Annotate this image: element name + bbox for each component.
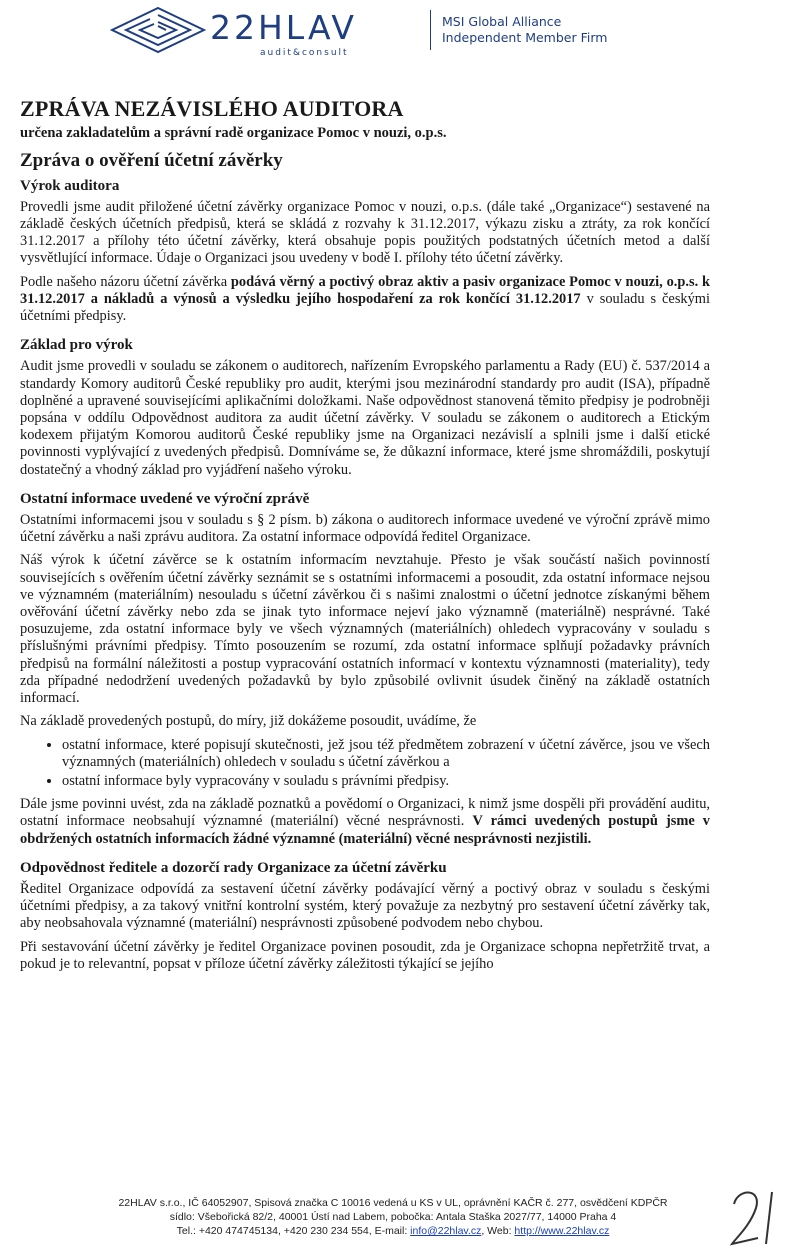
other-info-paragraph-1: Ostatními informacemi jsou v souladu s § 2 písm. b) zákona o auditorech informace uvedené ve výroční zprávě mimo účetní závěrku a naši zprávu auditora. Za ostatní informace odpovídá ředitel Organizace.: [20, 512, 710, 546]
opinion-text-a: Podle našeho názoru účetní závěrka: [20, 273, 231, 290]
other-info-paragraph-2: Náš výrok k účetní závěrce se k ostatním informacím nevztahuje. Přesto je však součástí našich povinností souvisejících s ověřením účetní závěrky seznámit se s ostatními informacemi a posoudit, zda ostatní informace nejsou ve významném (materiálním) nesouladu s účetní závěrkou či s našimi znalostmi o účetní jednotce získanými během ověřování účetní závěrky nebo zda se jinak tyto informace nejeví jako významně (materiálně) nesprávné. Také posuzujeme, zda ostatní informace byly ve všech významných (materiálních) ohledech vypracovány v souladu s příslušnými právními předpisy. Tímto posouzením se rozumí, zda ostatní informace splňují požadavky právních předpisů na formální náležitosti a postup vypracování ostatních informací v kontextu významnosti (materiality), tedy zda případné nedodržení uvedených požadavků by bylo způsobilé ovlivnit úsudek činěný na základě ostatních informací.: [20, 552, 710, 707]
opinion-text-c: v souladu s českými účetními předpisy.: [20, 290, 711, 325]
report-addressee: určena zakladatelům a správní radě organizace Pomoc v nouzi, o.p.s.: [20, 125, 447, 142]
letterhead: [110, 6, 670, 60]
other-info-paragraph-3: Na základě provedených postupů, do míry, již dokážeme posoudit, uvádíme, že: [20, 713, 477, 730]
heading-basis: Základ pro výrok: [20, 337, 133, 354]
maze-logo-icon: [110, 6, 206, 54]
other-info-list: [20, 737, 710, 791]
footer-web-label: , Web:: [481, 1225, 515, 1237]
other-info-paragraph-4: [20, 796, 710, 848]
footer-line-2: sídlo: Všebořická 82/2, 40001 Ústí nad Labem, pobočka: Antala Staška 2027/77, 14000 Praha 4: [169, 1211, 617, 1223]
company-footer: [0, 1196, 786, 1238]
website-link[interactable]: http://www.22hlav.cz: [514, 1225, 610, 1237]
msi-affiliation: [442, 14, 607, 46]
brand-name: 22HLAV: [210, 8, 357, 47]
section-title: Zpráva o ověření účetní závěrky: [20, 150, 283, 172]
other-info-text-bold: V rámci uvedených postupů jsme v obdržených ostatních informacích žádné významné (materiální) věcné nesprávnosti nezjistili.: [20, 813, 710, 847]
msi-line-2: Independent Member Firm: [442, 30, 608, 45]
footer-line-3: [0, 1224, 786, 1238]
heading-responsibility: Odpovědnost ředitele a dozorčí rady Organizace za účetní závěrku: [20, 859, 447, 876]
basis-paragraph: Audit jsme provedli v souladu se zákonem o auditorech, nařízením Evropského parlamentu a Rady (EU) č. 537/2014 a standardy Komory auditorů České republiky pro audit, kterými jsou mezinárodní standardy pro audit (ISA), případně doplněné a upravené souvisejícími aplikačními doložkami. Naše odpovědnost stanovená těmito předpisy je podrobněji popsána v oddílu Odpovědnost auditora za audit účetní závěrky. V souladu se zákonem o auditorech a Etickým kodexem přijatým Komorou auditorů České republiky jsme na Organizaci nezávislí a splnili jsme i další etické povinnosti vyplývající z uvedených předpisů. Domníváme se, že důkazní informace, které jsme shromáždili, poskytují dostatečný a vhodný základ pro vyjádření našeho výroku.: [20, 358, 710, 478]
opinion-paragraph-1: Provedli jsme audit přiložené účetní závěrky organizace Pomoc v nouzi, o.p.s. (dále také „Organizace“) sestavené na základě českých účetních předpisů, která se skládá z rozvahy k 31.12.2017, výkazu zisku a ztráty, za rok končící 31.12.2017 a přílohy této účetní závěrky, která obsahuje popis použitých podstatných účetních metod a další vysvětlující informace. Údaje o Organizaci jsou uvedeny v bodě I. přílohy této účetní závěrky.: [20, 198, 710, 267]
other-info-text-a: Dále jsme povinni uvést, zda na základě poznatků a povědomí o Organizaci, k nimž jsme dospěli při provádění auditu, ostatní informace neobsahují významné (materiální) věcné nesprávnosti.: [20, 796, 710, 830]
footer-line-1: 22HLAV s.r.o., IČ 64052907, Spisová značka C 10016 vedená u KS v UL, oprávnění KAČR č. 277, osvědčení KDPČR: [118, 1197, 668, 1209]
footer-phone: Tel.: +420 474745134, +420 230 234 554, E-mail:: [176, 1225, 411, 1237]
opinion-text-bold: podává věrný a poctivý obraz aktiv a pasiv organizace Pomoc v nouzi, o.p.s. k 31.12.2017 a nákladů a výnosů a výsledku jejího hospodaření za rok končící 31.12.2017: [20, 273, 710, 307]
list-item: • ostatní informace, které popisují skutečnosti, jež jsou též předmětem zobrazení v účetní závěrce, jsou ve všech významných (materiálních) ohledech v souladu s účetní závěrkou a: [62, 737, 710, 771]
brand-subtitle: audit&consult: [260, 48, 349, 58]
report-title: ZPRÁVA NEZÁVISLÉHO AUDITORA: [20, 96, 404, 121]
heading-other-info: Ostatní informace uvedené ve výroční zprávě: [20, 490, 310, 507]
email-link[interactable]: info@22hlav.cz: [410, 1225, 482, 1237]
report-body: [20, 96, 711, 979]
heading-opinion: Výrok auditora: [20, 177, 120, 194]
opinion-paragraph-2: [20, 274, 710, 326]
header-divider: [430, 10, 431, 50]
responsibility-paragraph-2: Při sestavování účetní závěrky je ředitel Organizace povinen posoudit, zda je Organizace schopna nepřetržitě trvat, a pokud je to relevantní, popsat v příloze účetní závěrky záležitosti týkající se jejího: [20, 938, 710, 972]
responsibility-paragraph-1: Ředitel Organizace odpovídá za sestavení účetní závěrky podávající věrný a poctivý obraz v souladu s českými účetními předpisy, a za takový vnitřní kontrolní systém, který považuje za nezbytný pro sestavení účetní závěrky tak, aby neobsahovala významné (materiální) nesprávnosti způsobené podvodem nebo chybou.: [20, 880, 710, 932]
msi-line-1: MSI Global Alliance: [442, 14, 562, 29]
list-item: • ostatní informace byly vypracovány v souladu s právními předpisy.: [62, 773, 710, 790]
handwritten-page-number: [728, 1186, 782, 1248]
